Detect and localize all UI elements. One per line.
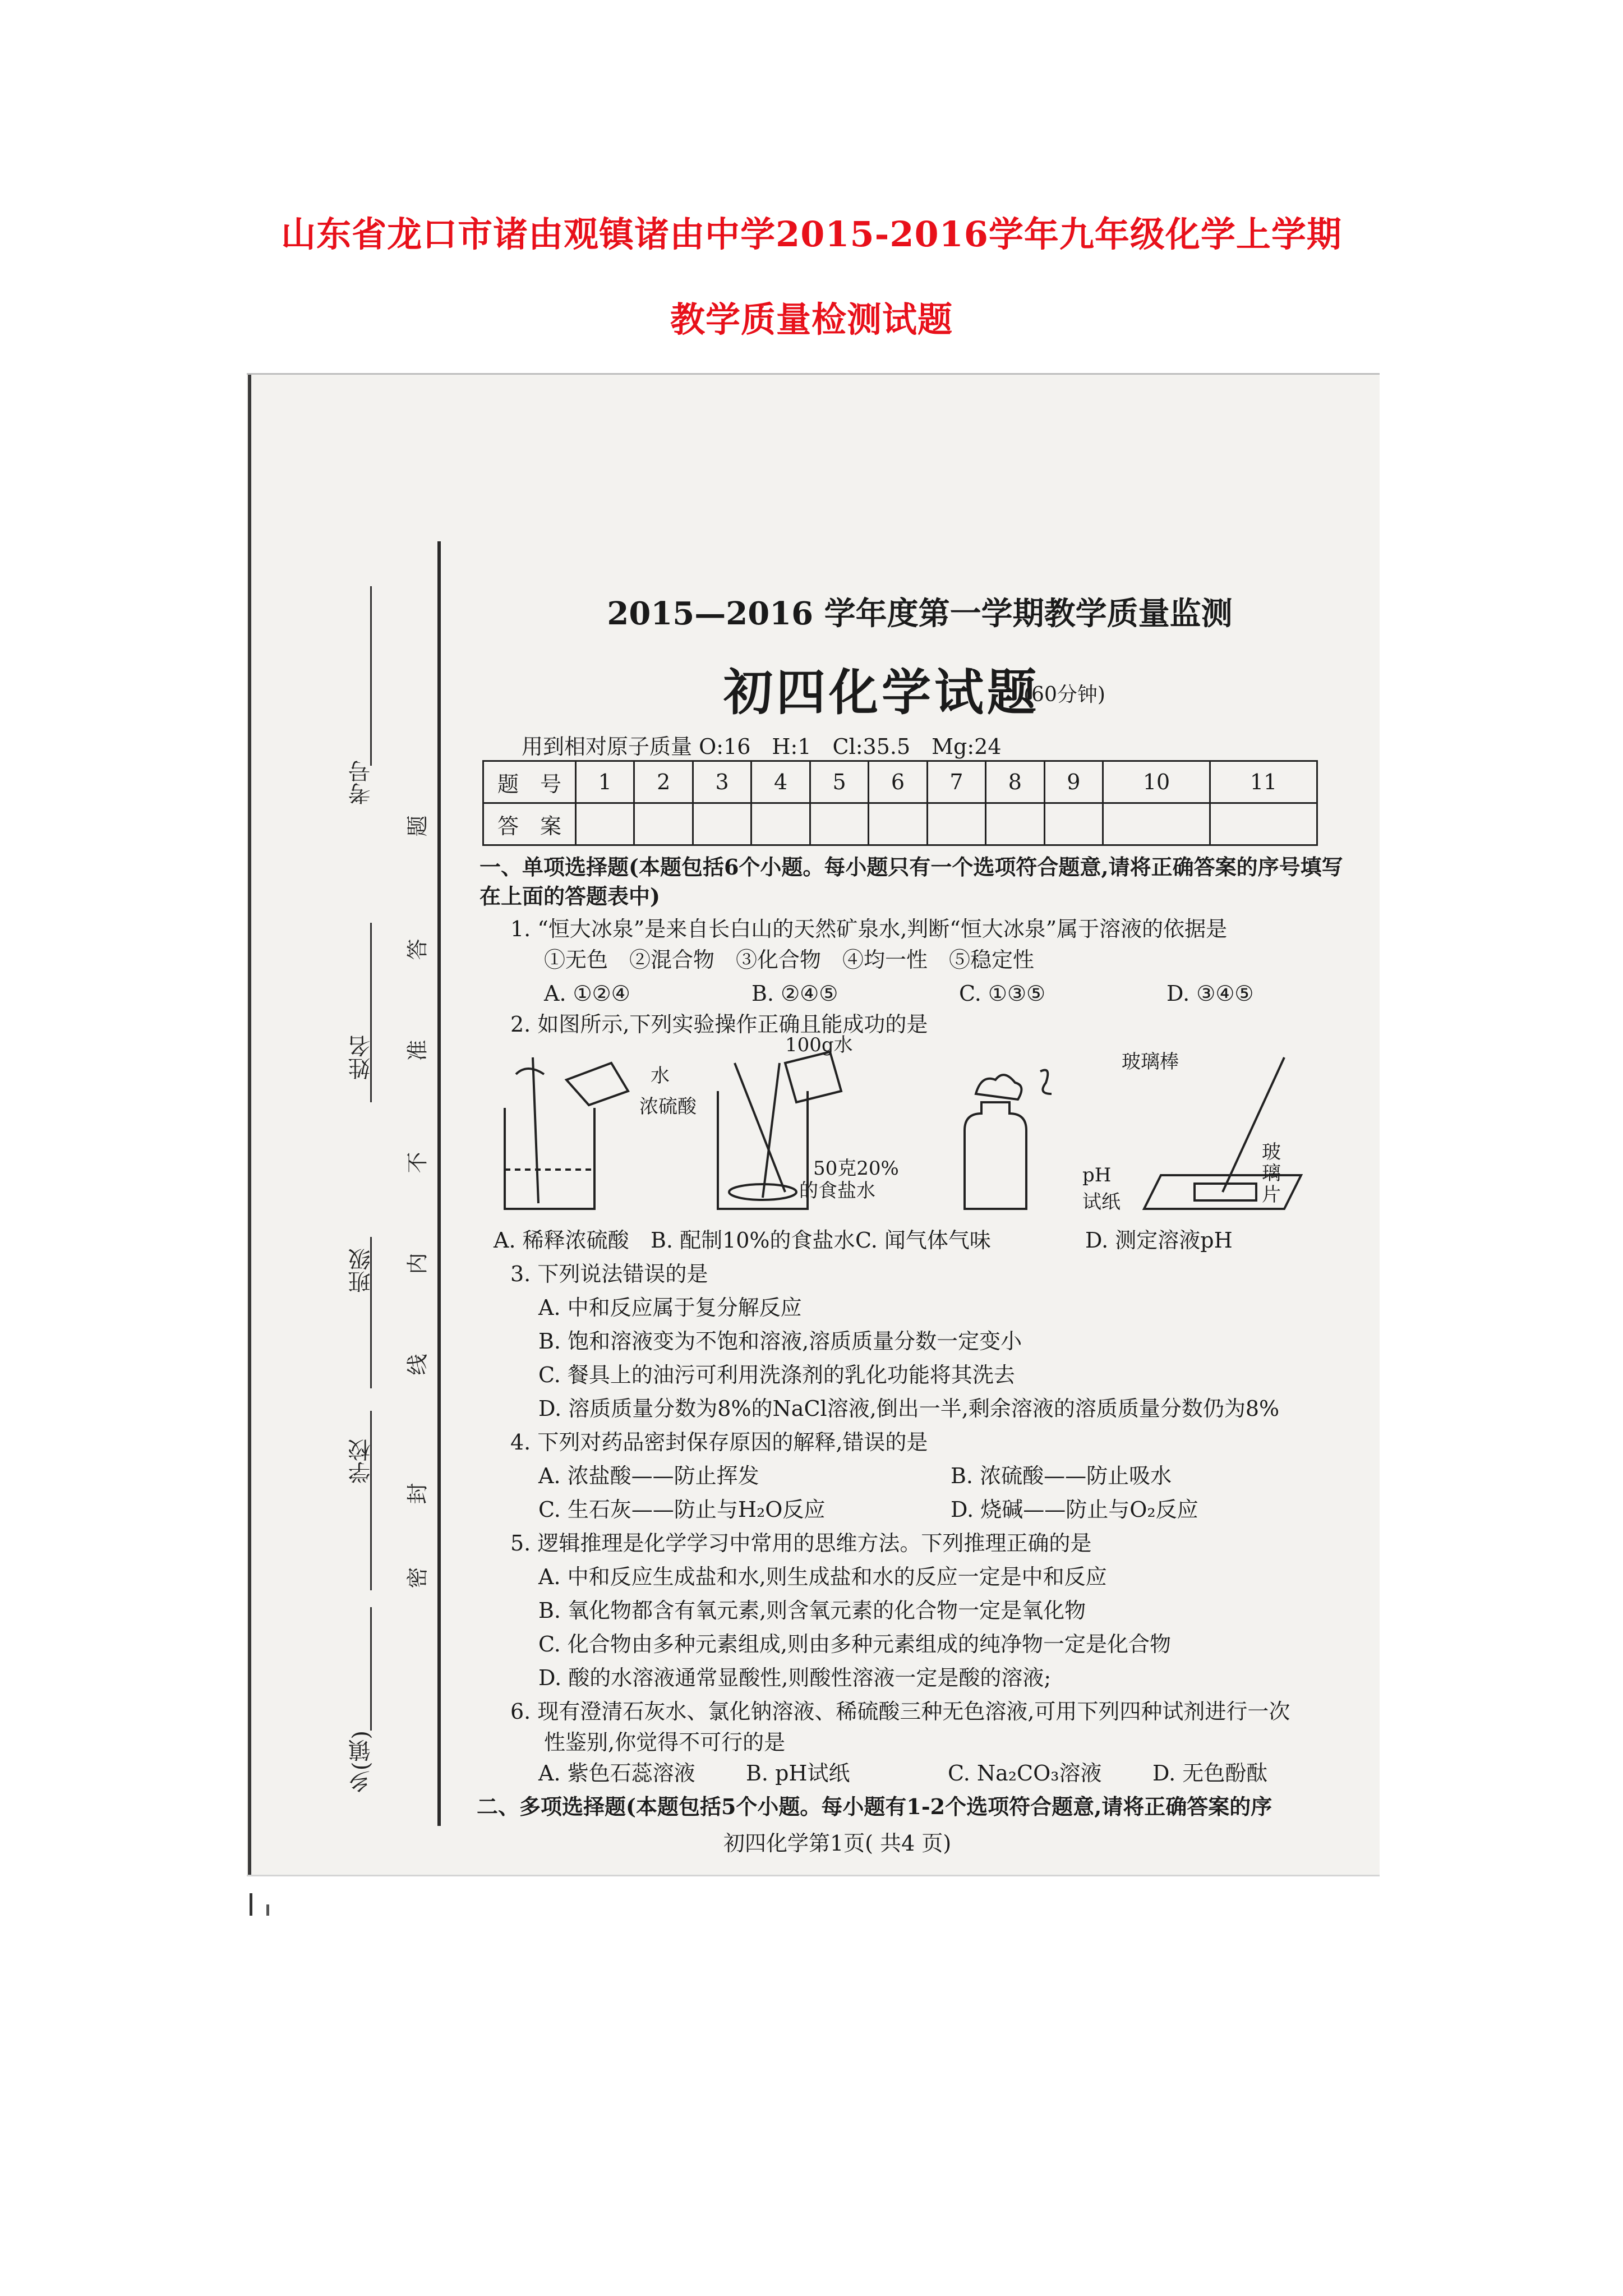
fig-label-glass-plate: 玻璃片 bbox=[1262, 1141, 1281, 1206]
seal-char: 准 bbox=[405, 1039, 430, 1061]
q1-option-b: B. ②④⑤ bbox=[751, 981, 838, 1006]
q2-option-c: C. 闻气体气味 bbox=[855, 1228, 991, 1253]
q3-option-c: C. 餐具上的油污可利用洗涤剂的乳化功能将其洗去 bbox=[538, 1363, 1015, 1387]
q3-option-b: B. 饱和溶液变为不饱和溶液,溶质质量分数一定变小 bbox=[538, 1329, 1022, 1354]
document-title-line2: 教学质量检测试题 bbox=[670, 299, 953, 340]
q6-option-d: D. 无色酚酞 bbox=[1152, 1761, 1268, 1786]
scan-artifact bbox=[250, 1893, 269, 1921]
atomic-masses: 用到相对原子质量 O:16 H:1 Cl:35.5 Mg:24 bbox=[522, 734, 1002, 759]
scanned-exam-page bbox=[247, 373, 1380, 1876]
seal-char: 密 bbox=[405, 1567, 430, 1589]
answer-cell[interactable] bbox=[810, 803, 868, 845]
label-name: 姓名 bbox=[348, 1035, 374, 1080]
table-header-cell: 题 号 bbox=[483, 761, 576, 803]
q2-option-a: A. 稀释浓硫酸 bbox=[494, 1228, 629, 1253]
question-4: 4. 下列对药品密封保存原因的解释,错误的是 bbox=[510, 1430, 928, 1455]
seal-char: 线 bbox=[405, 1354, 430, 1375]
table-cell: 8 bbox=[986, 761, 1044, 803]
fig-label-glass-rod: 玻璃棒 bbox=[1122, 1051, 1179, 1073]
table-cell: 5 bbox=[810, 761, 868, 803]
table-cell: 7 bbox=[927, 761, 985, 803]
q5-option-c: C. 化合物由多种元素组成,则由多种元素组成的纯净物一定是化合物 bbox=[538, 1632, 1171, 1657]
exam-duration: (60分钟) bbox=[1023, 683, 1105, 706]
answer-cell[interactable] bbox=[1103, 803, 1210, 845]
exam-header: 2015—2016 学年度第一学期教学质量监测 bbox=[607, 595, 1233, 632]
q4-option-c: C. 生石灰——防止与H₂O反应 bbox=[538, 1497, 826, 1522]
q6-option-b: B. pH试纸 bbox=[746, 1761, 850, 1786]
scan-bottom-edge bbox=[247, 1875, 1380, 1876]
table-cell: 6 bbox=[869, 761, 927, 803]
label-school: 学校 bbox=[348, 1439, 374, 1484]
q4-option-d: D. 烧碱——防止与O₂反应 bbox=[951, 1497, 1198, 1522]
page-footer: 初四化学第1页( 共4 页) bbox=[723, 1831, 952, 1856]
answer-cell[interactable] bbox=[927, 803, 985, 845]
question-1: 1. “恒大冰泉”是来自长白山的天然矿泉水,判断“恒大冰泉”属于溶液的依据是 bbox=[510, 917, 1228, 941]
q6-option-a: A. 紫色石蕊溶液 bbox=[538, 1761, 695, 1786]
exam-number-line bbox=[370, 586, 372, 766]
q1-option-a: A. ①②④ bbox=[544, 981, 630, 1006]
beaker-icon bbox=[505, 1057, 628, 1209]
q3-option-d: D. 溶质质量分数为8%的NaCl溶液,倒出一半,剩余溶液的溶质质量分数仍为8% bbox=[538, 1396, 1280, 1421]
q5-option-d: D. 酸的水溶液通常显酸性,则酸性溶液一定是酸的溶液; bbox=[538, 1665, 1052, 1690]
q3-option-a: A. 中和反应属于复分解反应 bbox=[538, 1295, 802, 1320]
fig-label-salt-solution-2: 的食盐水 bbox=[799, 1180, 875, 1202]
q5-option-a: A. 中和反应生成盐和水,则生成盐和水的反应一定是中和反应 bbox=[538, 1565, 1107, 1589]
question-3: 3. 下列说法错误的是 bbox=[510, 1262, 708, 1286]
question-1-items: ①无色 ②混合物 ③化合物 ④均一性 ⑤稳定性 bbox=[544, 947, 1035, 972]
seal-char: 封 bbox=[405, 1483, 430, 1504]
table-row bbox=[483, 803, 1317, 845]
table-cell: 2 bbox=[634, 761, 693, 803]
answer-cell[interactable] bbox=[1210, 803, 1317, 845]
document-title-line1: 山东省龙口市诸由观镇诸由中学2015-2016学年九年级化学上学期 bbox=[281, 214, 1342, 255]
fig-label-salt-solution: 50克20% bbox=[813, 1157, 899, 1180]
q6-option-c: C. Na₂CO₃溶液 bbox=[948, 1761, 1102, 1786]
table-row bbox=[483, 761, 1317, 803]
answer-cell[interactable] bbox=[634, 803, 693, 845]
fig-label-test-paper: 试纸 bbox=[1082, 1191, 1121, 1213]
answer-cell[interactable] bbox=[751, 803, 810, 845]
seal-char: 答 bbox=[405, 938, 430, 960]
seal-char: 内 bbox=[405, 1253, 430, 1274]
q2-apparatus-figure bbox=[482, 1041, 1335, 1226]
q1-option-d: D. ③④⑤ bbox=[1166, 981, 1254, 1006]
answer-cell[interactable] bbox=[1044, 803, 1103, 845]
q2-option-d: D. 测定溶液pH bbox=[1085, 1228, 1233, 1253]
exam-subject: 初四化学试题 bbox=[723, 663, 1040, 721]
gas-bottle-icon bbox=[965, 1070, 1052, 1209]
q4-option-b: B. 浓硫酸——防止吸水 bbox=[951, 1464, 1172, 1488]
label-exam-number: 考号 bbox=[348, 760, 374, 805]
label-town: 乡(镇) bbox=[348, 1731, 374, 1793]
answer-cell[interactable] bbox=[986, 803, 1044, 845]
question-6: 6. 现有澄清石灰水、氯化钠溶液、稀硫酸三种无色溶液,可用下列四种试剂进行一次 bbox=[510, 1699, 1290, 1724]
answer-cell[interactable] bbox=[576, 803, 634, 845]
table-cell: 11 bbox=[1210, 761, 1317, 803]
table-cell: 4 bbox=[751, 761, 810, 803]
table-cell: 1 bbox=[576, 761, 634, 803]
answer-cell[interactable] bbox=[869, 803, 927, 845]
q5-option-b: B. 氧化物都含有氧元素,则含氧元素的化合物一定是氧化物 bbox=[538, 1598, 1086, 1623]
fig-label-acid: 浓硫酸 bbox=[639, 1096, 697, 1118]
section-1-heading: 一、单项选择题(本题包括6个小题。每小题只有一个选项符合题意,请将正确答案的序号填写在上面的答题表中) bbox=[479, 854, 1343, 909]
fig-label-100g-water: 100g水 bbox=[785, 1034, 853, 1056]
table-header-cell: 答 案 bbox=[483, 803, 576, 845]
fig-label-ph: pH bbox=[1082, 1164, 1112, 1186]
scan-left-edge bbox=[248, 373, 251, 1876]
table-cell: 3 bbox=[693, 761, 751, 803]
question-6-line2: 性鉴别,你觉得不可行的是 bbox=[544, 1730, 786, 1755]
binding-line bbox=[437, 541, 441, 1826]
town-line bbox=[370, 1607, 372, 1731]
table-cell: 10 bbox=[1103, 761, 1210, 803]
q1-option-c: C. ①③⑤ bbox=[959, 981, 1046, 1006]
section-2-heading: 二、多项选择题(本题包括5个小题。每小题有1-2个选项符合题意,请将正确答案的序 bbox=[477, 1794, 1272, 1819]
fig-label-water: 水 bbox=[651, 1065, 670, 1087]
seal-char: 不 bbox=[405, 1152, 430, 1174]
table-cell: 9 bbox=[1044, 761, 1103, 803]
label-class: 班级 bbox=[348, 1248, 374, 1293]
question-5: 5. 逻辑推理是化学学习中常用的思维方法。下列推理正确的是 bbox=[510, 1531, 1092, 1556]
answer-cell[interactable] bbox=[693, 803, 751, 845]
question-2: 2. 如图所示,下列实验操作正确且能成功的是 bbox=[510, 1012, 928, 1037]
seal-char: 题 bbox=[405, 815, 430, 837]
q4-option-a: A. 浓盐酸——防止挥发 bbox=[538, 1464, 759, 1488]
school-line bbox=[370, 1411, 372, 1590]
answer-table bbox=[482, 760, 1318, 846]
scan-top-edge bbox=[247, 373, 1380, 375]
q2-option-b: B. 配制10%的食盐水 bbox=[651, 1228, 855, 1253]
